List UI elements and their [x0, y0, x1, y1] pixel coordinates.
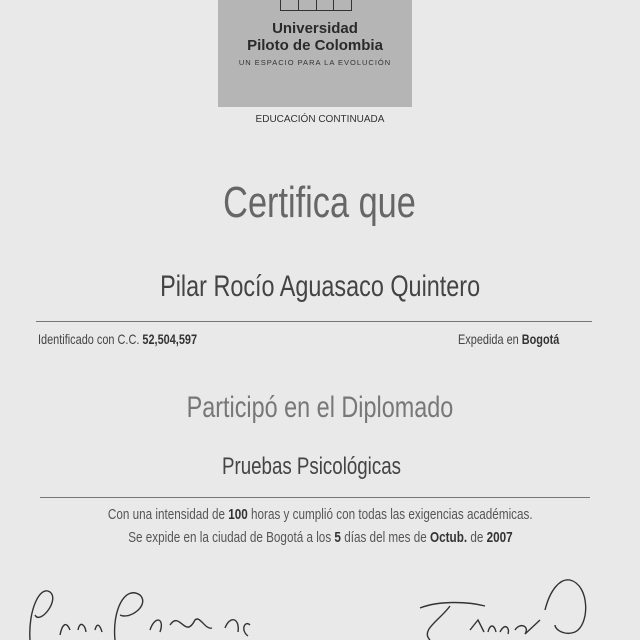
issue-de: de: [469, 529, 483, 546]
issue-mid: días del mes de: [343, 529, 427, 546]
intensity-line: [108, 506, 533, 523]
logo-emblem: [280, 0, 352, 11]
participation-text: Participó en el Diplomado: [186, 391, 454, 424]
id-line: [38, 331, 197, 347]
issue-month: Octub.: [429, 529, 467, 546]
signature-left: [30, 591, 250, 640]
divider: [40, 497, 590, 498]
recipient-name: Pilar Rocío Aguasaco Quintero: [160, 270, 480, 303]
issue-line: [128, 529, 512, 546]
certificate-heading: Certifica que: [223, 178, 417, 227]
intensity-pre: Con una intensidad de: [107, 506, 225, 523]
issued-label: Expedida en: [458, 331, 519, 347]
signature-right: [420, 580, 586, 640]
issued-city: Bogotá: [521, 331, 560, 347]
issued-line: [458, 331, 559, 347]
intensity-post: horas y cumplió con todas las exigencias académicas.: [250, 506, 533, 523]
university-logo: [218, 0, 412, 107]
id-number: 52,504,597: [142, 331, 198, 347]
department: EDUCACIÓN CONTINUADA: [255, 114, 385, 125]
id-label: Identificado con C.C.: [38, 331, 140, 347]
signatures: [0, 570, 640, 640]
divider: [36, 321, 592, 322]
logo-line2: Piloto de Colombia: [247, 37, 383, 54]
logo-tagline: UN ESPACIO PARA LA EVOLUCIÓN: [238, 58, 392, 67]
course-name: Pruebas Psicológicas: [222, 453, 401, 480]
hours: 100: [227, 506, 248, 523]
issue-day: 5: [333, 529, 341, 546]
logo-line1: Universidad: [272, 20, 358, 37]
issue-pre: Se expide en la ciudad de Bogotá a los: [127, 529, 331, 546]
issue-year: 2007: [486, 529, 513, 546]
